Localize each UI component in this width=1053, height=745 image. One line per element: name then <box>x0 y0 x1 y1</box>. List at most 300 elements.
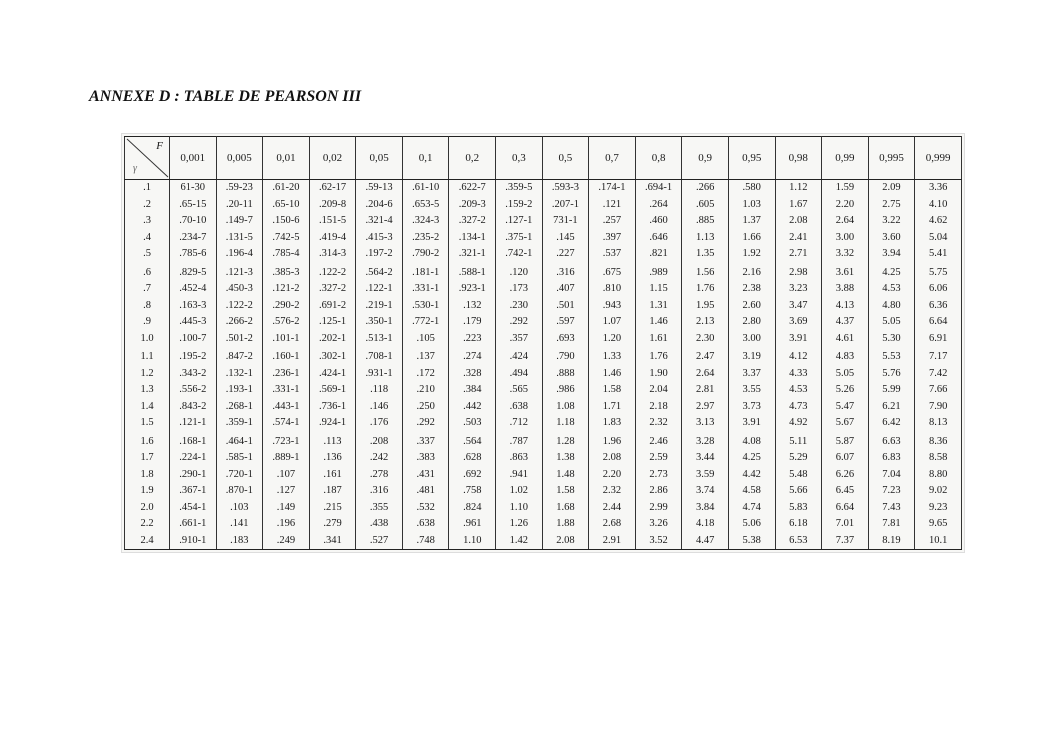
table-cell: 4.10 <box>915 197 962 213</box>
table-cell: .127-1 <box>496 213 543 229</box>
table-cell: .160-1 <box>263 347 310 366</box>
column-header: 0,999 <box>915 137 962 180</box>
table-cell: 1.42 <box>496 532 543 549</box>
table-cell: 1.68 <box>542 499 589 515</box>
table-cell: .149-7 <box>216 213 263 229</box>
table-cell: .234-7 <box>170 229 217 245</box>
table-cell: .385-3 <box>263 262 310 281</box>
table-cell: .236-1 <box>263 365 310 381</box>
table-cell: .691-2 <box>309 297 356 313</box>
table-cell: .772-1 <box>402 314 449 330</box>
table-cell: 4.08 <box>728 431 775 450</box>
table-cell: .113 <box>309 431 356 450</box>
table-cell: 1.58 <box>589 382 636 398</box>
table-header-row <box>125 137 962 180</box>
table-cell: 3.19 <box>728 347 775 366</box>
table-cell: 5.47 <box>822 398 869 414</box>
table-cell: .452-4 <box>170 281 217 297</box>
table-cell: 2.64 <box>682 365 729 381</box>
table-cell: .357 <box>496 330 543 346</box>
table-row <box>125 314 962 330</box>
table-cell: 4.73 <box>775 398 822 414</box>
table-cell: 1.76 <box>635 347 682 366</box>
table-cell: .278 <box>356 466 403 482</box>
table-cell: .141 <box>216 516 263 532</box>
table-cell: .65-10 <box>263 197 310 213</box>
table-cell: .661-1 <box>170 516 217 532</box>
table-cell: .931-1 <box>356 365 403 381</box>
table-cell: .597 <box>542 314 589 330</box>
table-cell: .605 <box>682 197 729 213</box>
table-cell: 4.74 <box>728 499 775 515</box>
table-cell: 5.66 <box>775 483 822 499</box>
pearson-table <box>124 136 962 550</box>
table-cell: 2.64 <box>822 213 869 229</box>
table-row <box>125 297 962 313</box>
table-cell: 5.05 <box>868 314 915 330</box>
table-cell: 4.18 <box>682 516 729 532</box>
table-cell: .564-2 <box>356 262 403 281</box>
table-cell: .910-1 <box>170 532 217 549</box>
table-cell: .327-2 <box>449 213 496 229</box>
table-cell: 5.53 <box>868 347 915 366</box>
table-cell: .829-5 <box>170 262 217 281</box>
table-row <box>125 415 962 431</box>
table-cell: .209-3 <box>449 197 496 213</box>
column-header: 0,8 <box>635 137 682 180</box>
table-cell: 4.83 <box>822 347 869 366</box>
table-cell: .151-5 <box>309 213 356 229</box>
table-cell: .61-20 <box>263 180 310 197</box>
table-cell: .209-8 <box>309 197 356 213</box>
gamma-cell: 2.0 <box>125 499 170 515</box>
table-cell: 4.92 <box>775 415 822 431</box>
table-cell: 1.76 <box>682 281 729 297</box>
table-cell: 6.83 <box>868 450 915 466</box>
column-header: 0,995 <box>868 137 915 180</box>
table-row <box>125 262 962 281</box>
table-cell: .20-11 <box>216 197 263 213</box>
table-cell: 3.22 <box>868 213 915 229</box>
table-cell: .230 <box>496 297 543 313</box>
table-cell: .397 <box>589 229 636 245</box>
table-cell: 1.10 <box>449 532 496 549</box>
table-cell: .742-1 <box>496 246 543 262</box>
table-cell: .742-5 <box>263 229 310 245</box>
table-cell: 7.66 <box>915 382 962 398</box>
table-cell: 6.64 <box>915 314 962 330</box>
gamma-cell: 1.4 <box>125 398 170 414</box>
table-cell: 5.48 <box>775 466 822 482</box>
table-cell: 6.18 <box>775 516 822 532</box>
table-cell: 1.20 <box>589 330 636 346</box>
table-cell: 10.1 <box>915 532 962 549</box>
table-cell: 3.61 <box>822 262 869 281</box>
table-cell: 2.04 <box>635 382 682 398</box>
table-cell: .173 <box>496 281 543 297</box>
table-row <box>125 281 962 297</box>
table-cell: 2.75 <box>868 197 915 213</box>
table-cell: 1.13 <box>682 229 729 245</box>
table-cell: .59-23 <box>216 180 263 197</box>
table-cell: .257 <box>589 213 636 229</box>
table-cell: .574-1 <box>263 415 310 431</box>
table-cell: 5.05 <box>822 365 869 381</box>
table-corner-cell <box>125 137 170 180</box>
table-cell: 4.80 <box>868 297 915 313</box>
table-cell: 2.60 <box>728 297 775 313</box>
table-cell: .758 <box>449 483 496 499</box>
gamma-cell: 1.9 <box>125 483 170 499</box>
table-cell: 1.02 <box>496 483 543 499</box>
table-cell: 1.67 <box>775 197 822 213</box>
table-cell: .454-1 <box>170 499 217 515</box>
table-cell: .585-1 <box>216 450 263 466</box>
column-header: 0,001 <box>170 137 217 180</box>
table-cell: .207-1 <box>542 197 589 213</box>
table-cell: .292 <box>496 314 543 330</box>
table-cell: 2.91 <box>589 532 636 549</box>
table-cell: 7.04 <box>868 466 915 482</box>
table-cell: .136 <box>309 450 356 466</box>
table-cell: 1.31 <box>635 297 682 313</box>
table-cell: 1.03 <box>728 197 775 213</box>
column-header: 0,05 <box>356 137 403 180</box>
table-cell: .692 <box>449 466 496 482</box>
table-cell: .923-1 <box>449 281 496 297</box>
table-cell: .134-1 <box>449 229 496 245</box>
table-cell: 1.96 <box>589 431 636 450</box>
table-cell: 2.20 <box>589 466 636 482</box>
table-cell: 6.07 <box>822 450 869 466</box>
table-cell: 5.99 <box>868 382 915 398</box>
table-cell: .407 <box>542 281 589 297</box>
table-cell: 6.26 <box>822 466 869 482</box>
table-cell: 2.20 <box>822 197 869 213</box>
table-cell: .59-13 <box>356 180 403 197</box>
table-cell: 7.90 <box>915 398 962 414</box>
table-cell: 6.53 <box>775 532 822 549</box>
table-cell: 61-30 <box>170 180 217 197</box>
column-header: 0,005 <box>216 137 263 180</box>
table-cell: .187 <box>309 483 356 499</box>
table-cell: 4.37 <box>822 314 869 330</box>
table-cell: .268-1 <box>216 398 263 414</box>
table-cell: 3.88 <box>822 281 869 297</box>
table-cell: .415-3 <box>356 229 403 245</box>
table-cell: .863 <box>496 450 543 466</box>
gamma-cell: .3 <box>125 213 170 229</box>
table-row <box>125 197 962 213</box>
table-cell: .941 <box>496 466 543 482</box>
table-cell: .564 <box>449 431 496 450</box>
table-cell: .870-1 <box>216 483 263 499</box>
table-cell: 1.15 <box>635 281 682 297</box>
table-cell: .337 <box>402 431 449 450</box>
table-cell: 5.04 <box>915 229 962 245</box>
table-cell: .100-7 <box>170 330 217 346</box>
table-cell: 4.42 <box>728 466 775 482</box>
table-cell: .646 <box>635 229 682 245</box>
table-cell: .121-2 <box>263 281 310 297</box>
table-cell: .223 <box>449 330 496 346</box>
table-cell: 4.13 <box>822 297 869 313</box>
table-cell: .264 <box>635 197 682 213</box>
table-row <box>125 246 962 262</box>
table-cell: .748 <box>402 532 449 549</box>
gamma-cell: 1.0 <box>125 330 170 346</box>
table-cell: .675 <box>589 262 636 281</box>
table-cell: 8.80 <box>915 466 962 482</box>
table-cell: .501-2 <box>216 330 263 346</box>
table-cell: 8.58 <box>915 450 962 466</box>
table-cell: .367-1 <box>170 483 217 499</box>
table-cell: .494 <box>496 365 543 381</box>
table-cell: 3.13 <box>682 415 729 431</box>
table-cell: 2.59 <box>635 450 682 466</box>
table-cell: 5.87 <box>822 431 869 450</box>
table-cell: .227 <box>542 246 589 262</box>
table-cell: 2.08 <box>589 450 636 466</box>
gamma-cell: 1.6 <box>125 431 170 450</box>
table-cell: .179 <box>449 314 496 330</box>
table-cell: 7.23 <box>868 483 915 499</box>
table-cell: .341 <box>309 532 356 549</box>
table-cell: 3.23 <box>775 281 822 297</box>
gamma-cell: 1.3 <box>125 382 170 398</box>
table-cell: .527 <box>356 532 403 549</box>
table-row <box>125 330 962 346</box>
table-cell: 1.46 <box>635 314 682 330</box>
table-cell: 2.73 <box>635 466 682 482</box>
table-cell: .810 <box>589 281 636 297</box>
table-row <box>125 180 962 197</box>
table-cell: 3.37 <box>728 365 775 381</box>
table-cell: 3.36 <box>915 180 962 197</box>
table-cell: .249 <box>263 532 310 549</box>
gamma-cell: 1.5 <box>125 415 170 431</box>
table-cell: .593-3 <box>542 180 589 197</box>
table-cell: .736-1 <box>309 398 356 414</box>
table-cell: .197-2 <box>356 246 403 262</box>
table-cell: 6.63 <box>868 431 915 450</box>
table-cell: .331-1 <box>263 382 310 398</box>
table-cell: .785-6 <box>170 246 217 262</box>
table-cell: .266-2 <box>216 314 263 330</box>
table-cell: .720-1 <box>216 466 263 482</box>
table-cell: .210 <box>402 382 449 398</box>
table-cell: 1.83 <box>589 415 636 431</box>
table-cell: .638 <box>402 516 449 532</box>
table-cell: 1.46 <box>589 365 636 381</box>
table-cell: 4.47 <box>682 532 729 549</box>
table-cell: .424-1 <box>309 365 356 381</box>
table-cell: .723-1 <box>263 431 310 450</box>
table-cell: .107 <box>263 466 310 482</box>
table-cell: .343-2 <box>170 365 217 381</box>
column-header: 0,9 <box>682 137 729 180</box>
table-cell: .321-4 <box>356 213 403 229</box>
table-cell: 5.83 <box>775 499 822 515</box>
table-cell: 6.91 <box>915 330 962 346</box>
table-row <box>125 213 962 229</box>
page-title: ANNEXE D : TABLE DE PEARSON III <box>89 88 362 105</box>
table-cell: 8.19 <box>868 532 915 549</box>
table-cell: .622-7 <box>449 180 496 197</box>
table-cell: 2.99 <box>635 499 682 515</box>
table-cell: .105 <box>402 330 449 346</box>
table-cell: .359-1 <box>216 415 263 431</box>
table-cell: .350-1 <box>356 314 403 330</box>
table-cell: .693 <box>542 330 589 346</box>
table-cell: .924-1 <box>309 415 356 431</box>
table-cell: .121-1 <box>170 415 217 431</box>
table-cell: 4.33 <box>775 365 822 381</box>
table-cell: .196-4 <box>216 246 263 262</box>
table-cell: .513-1 <box>356 330 403 346</box>
table-cell: 4.25 <box>728 450 775 466</box>
table-cell: .208 <box>356 431 403 450</box>
table-cell: 7.42 <box>915 365 962 381</box>
table-cell: .193-1 <box>216 382 263 398</box>
table-row <box>125 347 962 366</box>
table-cell: .450-3 <box>216 281 263 297</box>
table-cell: 2.08 <box>775 213 822 229</box>
table-cell: .438 <box>356 516 403 532</box>
table-cell: .168-1 <box>170 431 217 450</box>
table-cell: 5.67 <box>822 415 869 431</box>
table-cell: .328 <box>449 365 496 381</box>
table-cell: .888 <box>542 365 589 381</box>
table-cell: 1.10 <box>496 499 543 515</box>
table-cell: .821 <box>635 246 682 262</box>
table-cell: .324-3 <box>402 213 449 229</box>
table-cell: 8.13 <box>915 415 962 431</box>
table-row <box>125 516 962 532</box>
table-cell: 5.75 <box>915 262 962 281</box>
table-cell: .118 <box>356 382 403 398</box>
gamma-cell: 2.2 <box>125 516 170 532</box>
table-cell: 2.32 <box>635 415 682 431</box>
table-cell: 3.91 <box>728 415 775 431</box>
gamma-cell: 1.8 <box>125 466 170 482</box>
table-cell: 1.12 <box>775 180 822 197</box>
table-cell: 731-1 <box>542 213 589 229</box>
table-cell: 1.59 <box>822 180 869 197</box>
table-cell: .481 <box>402 483 449 499</box>
table-cell: .359-5 <box>496 180 543 197</box>
table-cell: .132-1 <box>216 365 263 381</box>
table-cell: .101-1 <box>263 330 310 346</box>
table-cell: 1.95 <box>682 297 729 313</box>
table-cell: .196 <box>263 516 310 532</box>
table-row <box>125 532 962 549</box>
table-cell: .501 <box>542 297 589 313</box>
table-cell: 3.52 <box>635 532 682 549</box>
table-cell: .424 <box>496 347 543 366</box>
table-cell: 1.35 <box>682 246 729 262</box>
column-header: 0,2 <box>449 137 496 180</box>
table-cell: 9.23 <box>915 499 962 515</box>
table-cell: .327-2 <box>309 281 356 297</box>
table-cell: .161 <box>309 466 356 482</box>
table-cell: .132 <box>449 297 496 313</box>
column-header: 0,98 <box>775 137 822 180</box>
table-cell: .321-1 <box>449 246 496 262</box>
table-cell: 5.29 <box>775 450 822 466</box>
table-cell: .292 <box>402 415 449 431</box>
table-cell: 9.02 <box>915 483 962 499</box>
table-cell: 4.62 <box>915 213 962 229</box>
gamma-cell: 1.1 <box>125 347 170 366</box>
table-cell: .355 <box>356 499 403 515</box>
table-cell: .443-1 <box>263 398 310 414</box>
table-cell: 5.11 <box>775 431 822 450</box>
table-cell: 2.44 <box>589 499 636 515</box>
table-cell: .122-2 <box>309 262 356 281</box>
table-cell: .943 <box>589 297 636 313</box>
table-cell: .279 <box>309 516 356 532</box>
table-cell: 2.38 <box>728 281 775 297</box>
table-cell: .121-3 <box>216 262 263 281</box>
table-cell: 1.37 <box>728 213 775 229</box>
table-cell: 7.01 <box>822 516 869 532</box>
table-cell: 3.91 <box>775 330 822 346</box>
table-cell: 2.46 <box>635 431 682 450</box>
table-cell: 5.38 <box>728 532 775 549</box>
gamma-cell: .2 <box>125 197 170 213</box>
table-cell: .375-1 <box>496 229 543 245</box>
table-cell: .181-1 <box>402 262 449 281</box>
table-cell: 1.92 <box>728 246 775 262</box>
table-cell: .163-3 <box>170 297 217 313</box>
table-cell: 6.06 <box>915 281 962 297</box>
table-cell: .172 <box>402 365 449 381</box>
gamma-cell: .7 <box>125 281 170 297</box>
table-cell: .146 <box>356 398 403 414</box>
gamma-cell: 2.4 <box>125 532 170 549</box>
table-cell: .183 <box>216 532 263 549</box>
table-cell: .889-1 <box>263 450 310 466</box>
table-cell: 2.09 <box>868 180 915 197</box>
table-cell: 9.65 <box>915 516 962 532</box>
table-cell: .150-6 <box>263 213 310 229</box>
table-cell: 3.73 <box>728 398 775 414</box>
column-header: 0,95 <box>728 137 775 180</box>
table-cell: 2.32 <box>589 483 636 499</box>
table-cell: .302-1 <box>309 347 356 366</box>
table-cell: .986 <box>542 382 589 398</box>
table-cell: 3.32 <box>822 246 869 262</box>
table-cell: .235-2 <box>402 229 449 245</box>
table-cell: 3.59 <box>682 466 729 482</box>
table-cell: .219-1 <box>356 297 403 313</box>
table-cell: .242 <box>356 450 403 466</box>
table-cell: .250 <box>402 398 449 414</box>
table-cell: .431 <box>402 466 449 482</box>
gamma-cell: .4 <box>125 229 170 245</box>
table-cell: .694-1 <box>635 180 682 197</box>
table-cell: .961 <box>449 516 496 532</box>
table-row <box>125 466 962 482</box>
table-cell: .125-1 <box>309 314 356 330</box>
table-cell: 1.66 <box>728 229 775 245</box>
table-cell: 2.41 <box>775 229 822 245</box>
table-cell: .442 <box>449 398 496 414</box>
table-cell: 5.76 <box>868 365 915 381</box>
table-cell: .137 <box>402 347 449 366</box>
table-cell: 7.37 <box>822 532 869 549</box>
